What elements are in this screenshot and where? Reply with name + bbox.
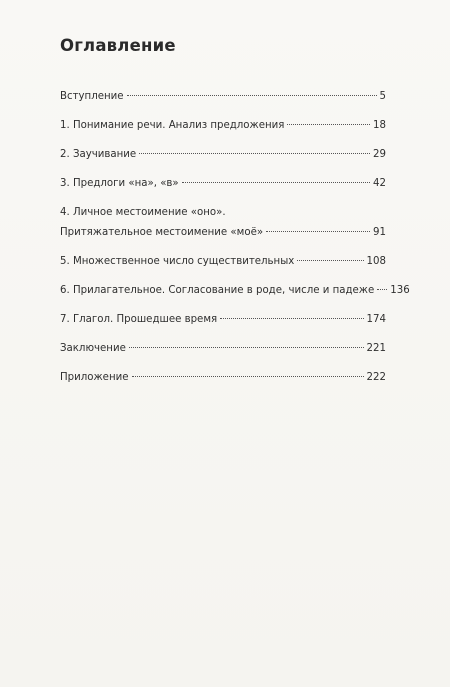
toc-entry-chapter-6[interactable] [60,284,410,297]
toc-entry-line [60,226,386,239]
toc-page-number: 18 [373,120,386,131]
toc-page-number: 221 [366,343,386,354]
toc-entry-label: Притяжательное местоимение «моё» [60,227,264,238]
toc-entry-label: 3. Предлоги «на», «в» [60,178,179,189]
toc-page-number: 222 [366,372,386,383]
toc-entry-label: Заключение [60,343,126,354]
toc-entry-label: 7. Глагол. Прошедшее время [60,314,218,325]
toc-entry-chapter-3[interactable] [60,177,386,190]
dot-leader [220,318,363,319]
toc-entry-appendix[interactable] [60,371,386,384]
toc-entry-label: 4. Личное местоимение «оно». [60,207,226,218]
toc-entry-line [60,206,386,219]
toc-entry-label: 6. Прилагательное. Согласование в роде, числе и падеже [60,285,375,296]
toc-entry-chapter-1[interactable] [60,119,386,132]
toc-page-number: 29 [373,149,386,160]
table-of-contents [60,90,410,400]
dot-leader [182,182,370,183]
toc-entry-conclusion[interactable] [60,342,386,355]
dot-leader [127,95,377,96]
toc-page-number: 108 [366,256,386,267]
toc-page-number: 5 [379,91,386,102]
toc-entry-label: Приложение [60,372,129,383]
dot-leader [266,231,370,232]
toc-entry-chapter-4[interactable] [60,206,386,239]
toc-page-number: 42 [373,178,386,189]
toc-entry-intro[interactable] [60,90,386,103]
dot-leader [297,260,363,261]
dot-leader [139,153,370,154]
toc-entry-label: 5. Множественное число существительных [60,256,295,267]
dot-leader [377,289,387,290]
toc-entry-label: Вступление [60,91,124,102]
dot-leader [129,347,364,348]
toc-entry-chapter-7[interactable] [60,313,386,326]
toc-page-number: 91 [373,227,386,238]
toc-page-number: 136 [390,285,410,296]
toc-entry-chapter-5[interactable] [60,255,386,268]
toc-page-number: 174 [366,314,386,325]
toc-entry-label: 2. Заучивание [60,149,137,160]
page-title: Оглавление [60,36,176,55]
toc-entry-label: 1. Понимание речи. Анализ предложения [60,120,285,131]
toc-entry-chapter-2[interactable] [60,148,386,161]
dot-leader [287,124,370,125]
dot-leader [132,376,364,377]
